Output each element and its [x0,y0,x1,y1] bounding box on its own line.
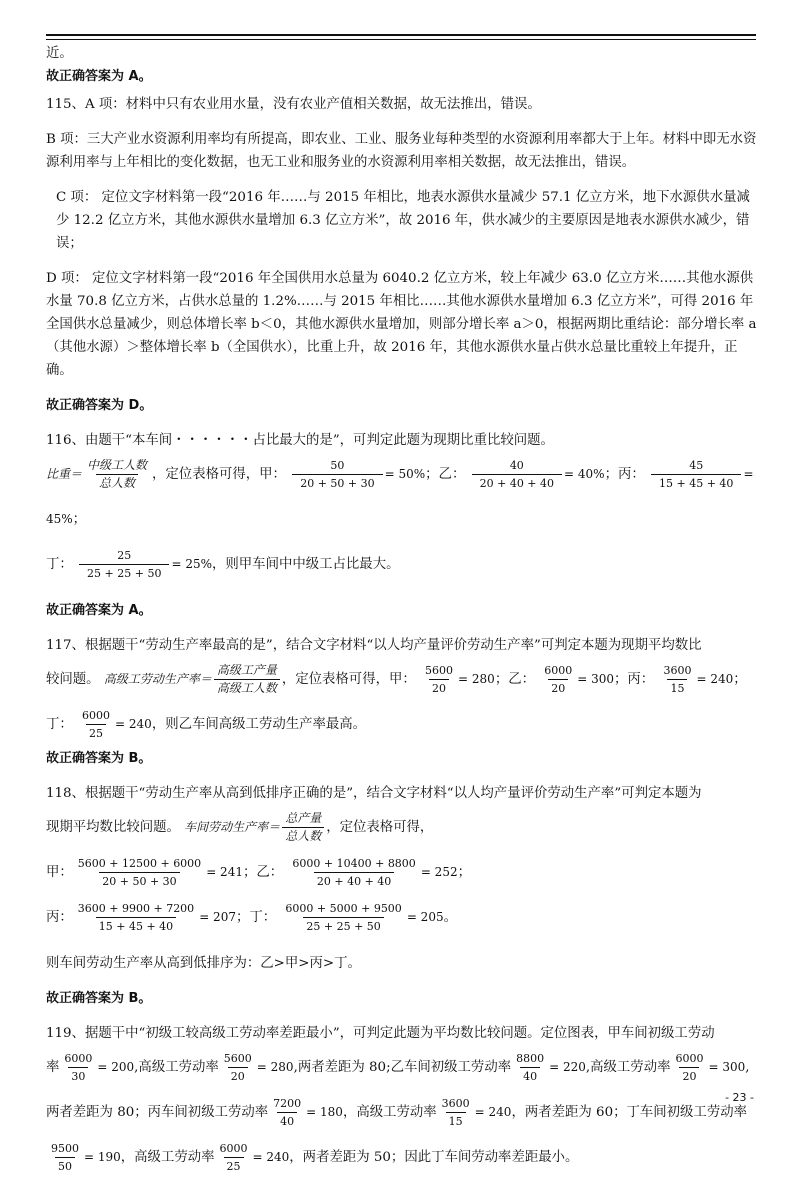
q116-ding-fraction: $\frac{25}{25 + 25 + 50}$ [79,548,169,581]
q117-bing-fraction: $\frac{3600}{15}$ [663,664,692,695]
q119-result-3: = 220 [549,1060,586,1074]
text-span: ；丁： [235,910,277,925]
text-line: 近。 [46,46,73,61]
q118-jia-result: = 241 [206,865,243,879]
page-content [46,42,758,1180]
q119-result-8: = 240 [252,1150,290,1164]
q118-intro: 118、根据题干“劳动生产率从高到低排序正确的是”，结合文字材料“以人均产量评价劳动生产率”可判定本题为 [46,786,702,801]
text-span: ,高级工劳动率 [585,1060,671,1075]
q119-result-5: = 180 [306,1105,343,1119]
q119-frac-8: $\frac{6000}{25}$ [219,1142,248,1173]
q116-formula-label: 比重＝ [46,467,83,481]
q117-formula-line [46,657,758,702]
text-span: ，两者差距为 50；因此丁车间劳动率差距最小。 [289,1150,579,1165]
q117-ding-line [46,702,758,747]
q118-answer: 故正确答案为 B。 [46,991,152,1006]
q119-intro: 119、据题干中“初级工较高级工劳动率差距最小”，可判定此题为平均数比较问题。定位图表，甲车间初级工劳动 [46,1026,715,1041]
text-span: 。 [443,910,457,925]
header-rule-thick [46,34,756,36]
q117-jia-fraction: $\frac{5600}{20}$ [425,664,454,695]
q118-jia-yi-line [46,850,758,895]
text-span: 较问题。 [46,672,100,687]
text-span: ，两者差距为 60；丁车间初级工劳动率 [511,1105,747,1120]
q117-ding-fraction: $\frac{6000}{25}$ [82,709,111,740]
text-span: ；丙： [604,467,645,482]
text-span: ； [72,512,87,527]
q117-formula-label: 高级工劳动生产率＝ [103,672,212,686]
text-span: ； [457,865,471,880]
q116-ding-result: = 25% [171,557,213,571]
q119-frac-3: $\frac{8800}{40}$ [516,1052,545,1083]
q116-bing-result: = 45% [46,467,754,526]
text-span: ，则甲车间中中级工占比最大。 [212,557,400,572]
q117-answer: 故正确答案为 B。 [46,751,152,766]
text-span: 丁： [46,557,73,572]
q119-frac-1: $\frac{6000}{30}$ [64,1052,93,1083]
q119-result-4: = 300 [708,1060,746,1074]
q118-ding-result: = 205 [406,910,444,924]
text-span: ，定位表格可得，甲： [152,467,286,482]
q119-line-3 [46,1135,758,1180]
text-span: 丁： [46,717,73,732]
text-span: ，高级工劳动率 [120,1150,215,1165]
q118-formula-line [46,805,758,850]
q115-option-d: D 项： 定位文字材料第一段“2016 年全国供用水总量为 6040.2 亿立方米，较上年减少 63.0 亿立方米……其他水源供水量 70.8 亿立方米，占供水总量的 1.2%……与 2015 年相比……其他水源供水量增加 6.3 亿立方米”，可得 2016 年全国供水总量减少，则总体增长率 b＜0，其他水源供水量增加，则部分增长率 a＞0，根据两期比重结论：部分增长率 a（其他水源）＞整体增长率 b（全国供水），比重上升，故 2016 年，其他水源供水量占供水总量比重较上年提升，正确。 [46,271,757,378]
q119-line-2 [46,1090,758,1135]
q116-jia-fraction: $\frac{50}{20 + 50 + 30}$ [292,458,382,491]
text-span: ，定位表格可得， [326,820,434,835]
q117-jia-result: = 280 [458,672,495,686]
q118-yi-result: = 252 [420,865,458,879]
text-span: 现期平均数比较问题。 [46,820,180,835]
q119-frac-5: $\frac{7200}{40}$ [273,1097,302,1128]
q117-bing-result: = 240 [696,672,734,686]
q116-formula-line [46,452,758,542]
header-rule-thin [46,39,756,40]
q118-formula-label: 车间劳动生产率＝ [184,820,281,834]
text-span: 两者差距为 80；丙车间初级工劳动率 [46,1105,269,1120]
q117-yi-fraction: $\frac{6000}{20}$ [544,664,573,695]
q119-line-1 [46,1045,758,1090]
q117-yi-result: = 300 [577,672,615,686]
q116-formula-fraction: $\frac{\text{中级工人数}}{\text{总人数}}$ [87,458,148,490]
q119-result-1: = 200 [97,1060,135,1074]
text-span: ； [733,672,747,687]
q118-ding-fraction: $\frac{6000 + 5000 + 9500}{25 + 25 + 50}$ [285,902,402,933]
q115-option-a: 115、A 项：材料中只有农业用水量，没有农业产值相关数据，故无法推出，错误。 [46,97,541,112]
q116-ding-line [46,542,758,587]
q118-conclusion: 则车间劳动生产率从高到低排序为：乙>甲>丙>丁。 [46,956,361,971]
text-span: ,高级工劳动率 [134,1060,219,1075]
text-span: ；乙： [242,865,284,880]
text-span: ；乙： [425,467,466,482]
q118-bing-ding-line [46,895,758,940]
q118-bing-fraction: $\frac{3600 + 9900 + 7200}{15 + 45 + 40}$ [77,902,195,933]
q119-frac-2: $\frac{5600}{20}$ [223,1052,252,1083]
q115-option-c: C 项： 定位文字材料第一段“2016 年……与 2015 年相比，地表水源供水量减少 57.1 亿立方米，地下水源供水量减少 12.2 亿立方米，其他水源供水量增加 6.3 亿立方米”，故 2016 年，供水减少的主要原因是地表水源供水减少，错误； [56,190,750,251]
text-span: ,两者差距为 80;乙车间初级工劳动率 [293,1060,512,1075]
q115-option-b: B 项：三大产业水资源利用率均有所提高，即农业、工业、服务业每种类型的水资源利用率都大于上年。材料中即无水资源利用率与上年相比的变化数据，也无工业和服务业的水资源利用率相关数据，故无法推出，错误。 [46,132,757,170]
q116-answer: 故正确答案为 A。 [46,603,152,618]
q118-formula-fraction: $\frac{\text{总产量}}{\text{总人数}}$ [282,811,324,844]
q118-jia-fraction: $\frac{5600 + 12500 + 6000}{20 + 50 + 30}$ [77,857,202,888]
q116-jia-result: = 50% [384,467,426,481]
q115-answer: 故正确答案为 D。 [46,398,153,413]
text-span: 甲： [46,865,73,880]
q118-yi-fraction: $\frac{6000 + 10400 + 8800}{20 + 40 + 40}$ [292,857,416,888]
q116-bing-fraction: $\frac{45}{15 + 45 + 40}$ [651,458,741,491]
text-span: 率 [46,1060,60,1075]
text-span: ；乙： [494,672,535,687]
text-span: ，高级工劳动率 [342,1105,437,1120]
q119-result-6: = 240 [474,1105,512,1119]
q119-frac-6: $\frac{3600}{15}$ [441,1097,470,1128]
text-span: ；丙： [614,672,655,687]
text-span: , [745,1060,750,1075]
text-span: ，则乙车间高级工劳动生产率最高。 [151,717,367,732]
q116-intro: 116、由题干“本车间・・・・・・占比最大的是”，可判定此题为现期比重比较问题。 [46,433,554,448]
q118-bing-result: = 207 [199,910,236,924]
q117-formula-fraction: $\frac{\text{高级工产量}}{\text{高级工人数}}$ [214,663,280,696]
answer-line: 故正确答案为 A。 [46,69,152,84]
q119-frac-4: $\frac{6000}{20}$ [675,1052,704,1083]
text-span: ，定位表格可得，甲： [281,672,416,687]
q116-yi-result: = 40% [564,467,605,481]
q117-intro: 117、根据题干“劳动生产率最高的是”，结合文字材料“以人均产量评价劳动生产率”可判定本题为现期平均数比 [46,638,702,653]
q119-result-2: = 280 [256,1060,294,1074]
q116-yi-fraction: $\frac{40}{20 + 40 + 40}$ [472,458,562,491]
q119-result-7: = 190 [84,1150,121,1164]
text-span: 丙： [46,910,73,925]
page-number: - 23 - [725,1091,754,1104]
q119-frac-7: $\frac{9500}{50}$ [51,1142,79,1173]
q117-ding-result: = 240 [115,717,152,731]
